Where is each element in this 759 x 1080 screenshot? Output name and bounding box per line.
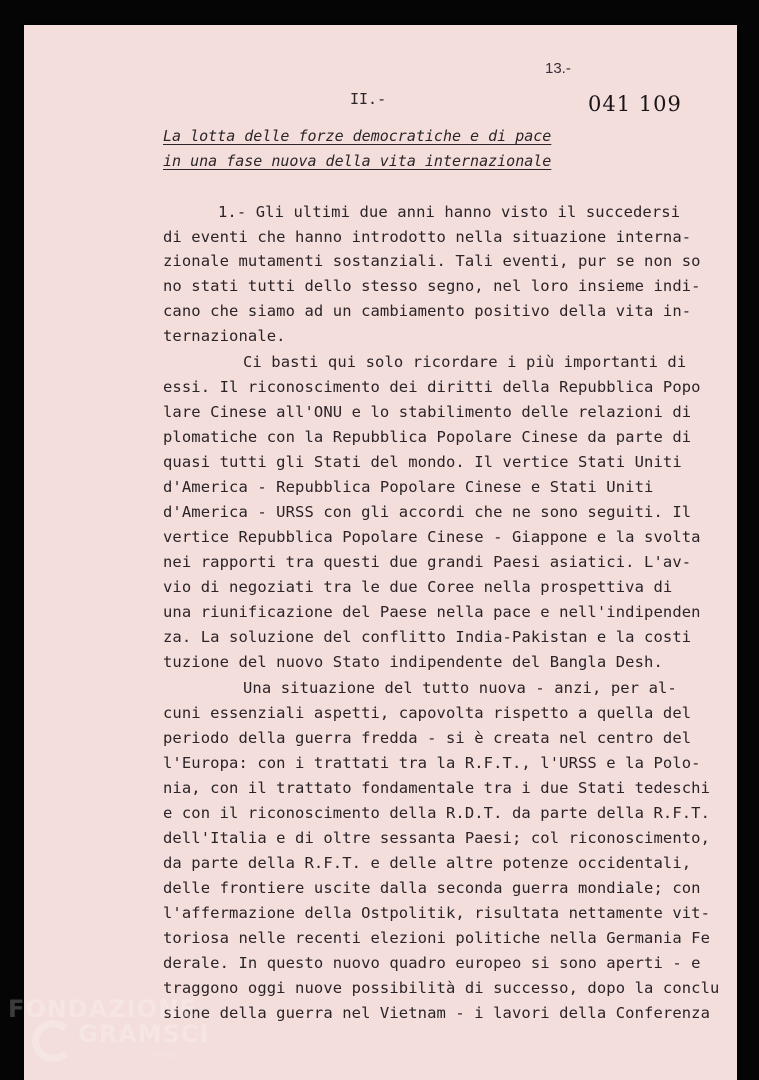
body-line: zionale mutamenti sostanziali. Tali eventi, pur se non so bbox=[163, 252, 701, 270]
body-line: l'affermazione della Ostpolitik, risultata nettamente vit- bbox=[163, 904, 711, 922]
body-line: ternazionale. bbox=[163, 327, 286, 345]
watermark-foundation: FONDAZIONE bbox=[8, 995, 197, 1023]
body-line: sione della guerra nel Vietnam - i lavori della Conferenza bbox=[163, 1004, 711, 1022]
body-line: delle frontiere uscite dalla seconda guerra mondiale; con bbox=[163, 879, 701, 897]
body-line: no stati tutti dello stesso segno, nel loro insieme indi- bbox=[163, 277, 701, 295]
title-line: in una fase nuova della vita internazionale bbox=[163, 152, 552, 170]
watermark-sub: onlus bbox=[152, 1050, 177, 1060]
body-line: e con il riconoscimento della R.D.T. da parte della R.F.T. bbox=[163, 804, 711, 822]
body-line: plomatiche con la Repubblica Popolare Cinese da parte di bbox=[163, 428, 692, 446]
body-line: tuzione del nuovo Stato indipendente del Bangla Desh. bbox=[163, 653, 663, 671]
body-line: periodo della guerra fredda - si è creata nel centro del bbox=[163, 729, 692, 747]
archive-stamp-number: 041 109 bbox=[588, 92, 682, 116]
body-line: d'America - URSS con gli accordi che ne sono seguiti. Il bbox=[163, 503, 692, 521]
body-line: essi. Il riconoscimento dei diritti della Repubblica Popo bbox=[163, 378, 701, 396]
body-line: traggono oggi nuove possibilità di successo, dopo la conclu bbox=[163, 979, 720, 997]
body-line: l'Europa: con i trattati tra la R.F.T., l'URSS e la Polo- bbox=[163, 754, 701, 772]
body-line: quasi tutti gli Stati del mondo. Il vertice Stati Uniti bbox=[163, 453, 682, 471]
page-number: 13.- bbox=[545, 60, 571, 77]
body-line: Una situazione del tutto nuova - anzi, per al- bbox=[243, 679, 677, 697]
body-line: za. La soluzione del conflitto India-Pakistan e la costi bbox=[163, 628, 692, 646]
body-line: toriosa nelle recenti elezioni politiche nella Germania Fe bbox=[163, 929, 711, 947]
body-line: derale. In questo nuovo quadro europeo si sono aperti - e bbox=[163, 954, 701, 972]
title-line: La lotta delle forze democratiche e di pace bbox=[163, 127, 552, 145]
body-line: nia, con il trattato fondamentale tra i due Stati tedeschi bbox=[163, 779, 711, 797]
body-line: cuni essenziali aspetti, capovolta rispetto a quella del bbox=[163, 704, 692, 722]
body-line: dell'Italia e di oltre sessanta Paesi; col riconoscimento, bbox=[163, 829, 711, 847]
body-line: di eventi che hanno introdotto nella situazione interna- bbox=[163, 228, 692, 246]
body-line: Ci basti qui solo ricordare i più importanti di bbox=[243, 353, 687, 371]
body-line: lare Cinese all'ONU e lo stabilimento delle relazioni di bbox=[163, 403, 692, 421]
body-line: 1.- Gli ultimi due anni hanno visto il succedersi bbox=[218, 203, 681, 221]
body-line: d'America - Repubblica Popolare Cinese e Stati Uniti bbox=[163, 478, 654, 496]
body-line: vio di negoziati tra le due Coree nella prospettiva di bbox=[163, 578, 673, 596]
watermark-gramsci: GRAMSCI bbox=[78, 1020, 210, 1048]
body-line: da parte della R.F.T. e delle altre potenze occidentali, bbox=[163, 854, 692, 872]
body-line: cano che siamo ad un cambiamento positivo della vita in- bbox=[163, 302, 692, 320]
body-line: una riunificazione del Paese nella pace e nell'indipenden bbox=[163, 603, 701, 621]
section-number: II.- bbox=[350, 90, 387, 108]
body-line: nei rapporti tra questi due grandi Paesi asiatici. L'av- bbox=[163, 553, 692, 571]
foundation-logo-icon bbox=[32, 1020, 74, 1062]
body-line: vertice Repubblica Popolare Cinese - Giappone e la svolta bbox=[163, 528, 701, 546]
